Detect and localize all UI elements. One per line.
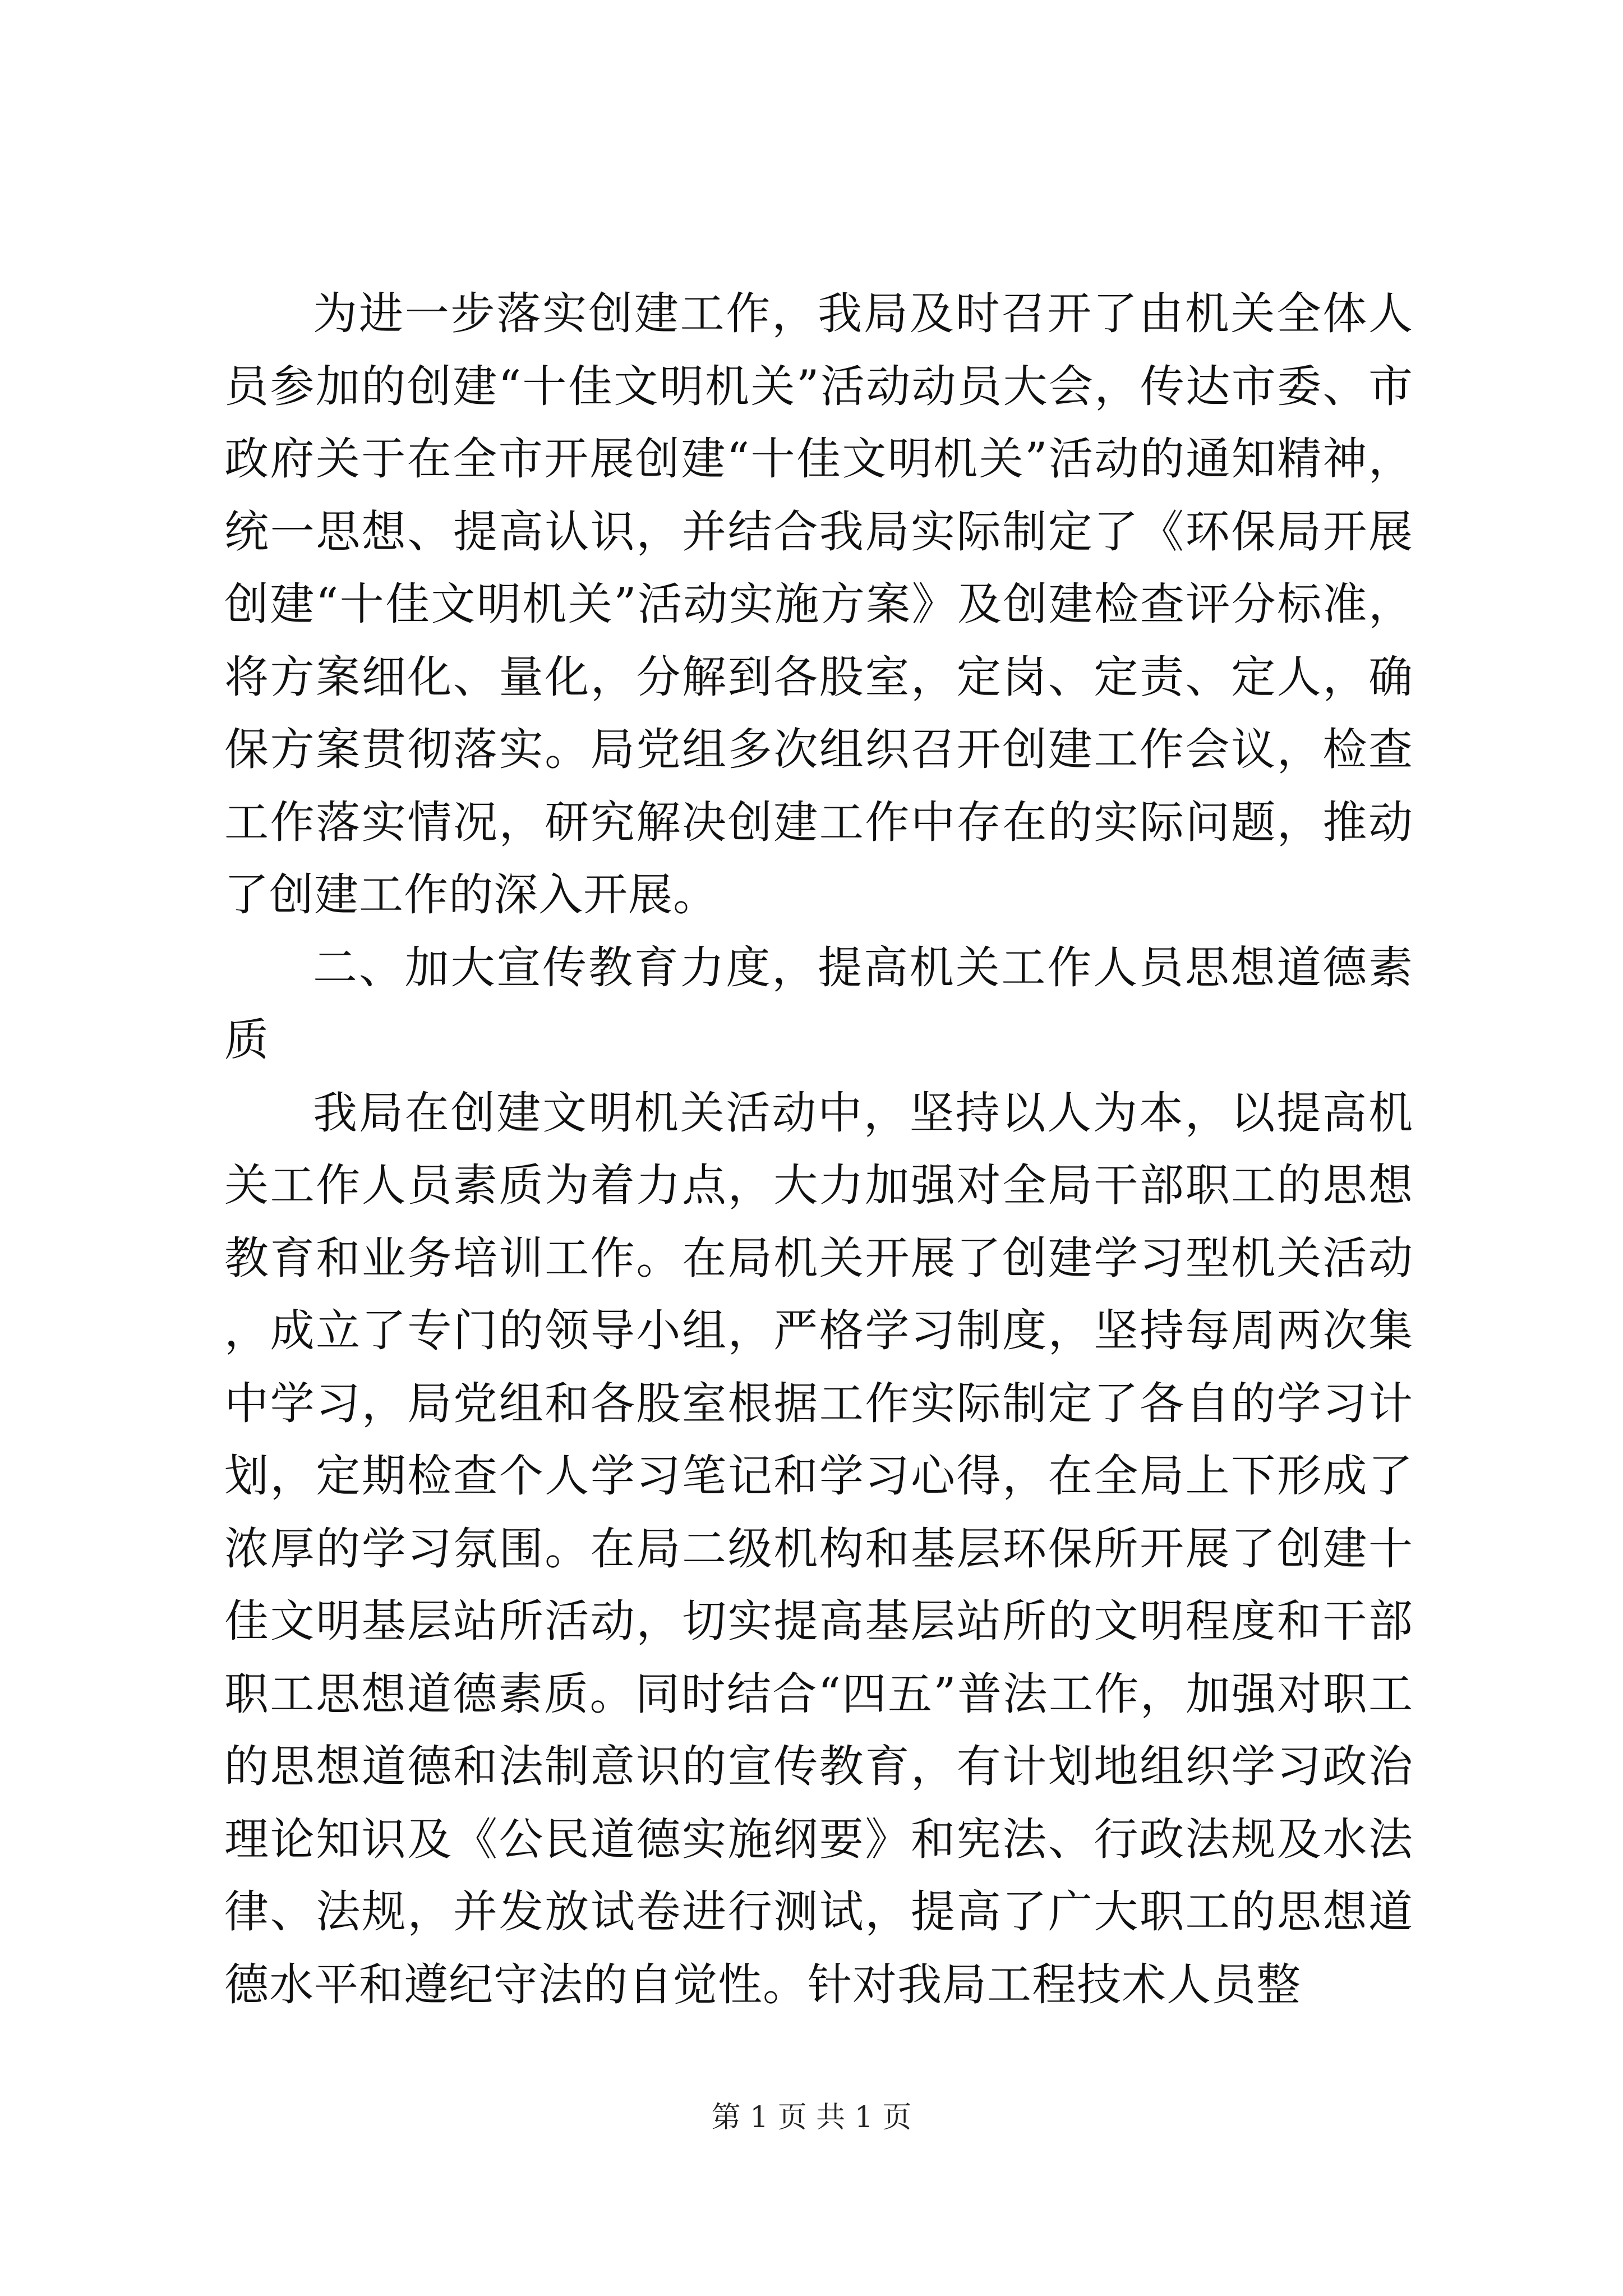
page-footer: 第 1 页 共 1 页 [711,2101,912,2134]
section-heading-2: 二、加大宣传教育力度，提高机关工作人员思想道德素质 [224,941,1413,1066]
document-body [224,278,1413,2021]
paragraph-1: 为进一步落实创建工作，我局及时召开了由机关全体人员参加的创建“十佳文明机关”活动动员大会，传达市委、市政府关于在全市开展创建“十佳文明机关”活动的通知精神，统一思想、提高认识，并结合我局实际制定了《环保局开展创建“十佳文明机关”活动实施方案》及创建检查评分标准，将方案细化、量化，分解到各股室，定岗、定责、定人，确保方案贯彻落实。局党组多次组织召开创建工作会议，检查工作落实情况，研究解决创建工作中存在的实际问题，推动了创建工作的深入开展。 [224,288,1413,921]
paragraph-2: 我局在创建文明机关活动中，坚持以人为本，以提高机关工作人员素质为着力点，大力加强对全局干部职工的思想教育和业务培训工作。在局机关开展了创建学习型机关活动，成立了专门的领导小组，严格学习制度，坚持每周两次集中学习，局党组和各股室根据工作实际制定了各自的学习计划，定期检查个人学习笔记和学习心得，在全局上下形成了浓厚的学习氛围。在局二级机构和基层环保所开展了创建十佳文明基层站所活动，切实提高基层站所的文明程度和干部职工思想道德素质。同时结合“四五”普法工作，加强对职工的思想道德和法制意识的宣传教育，有计划地组织学习政治理论知识及《公民道德实施纲要》和宪法、行政法规及水法律、法规，并发放试卷进行测试，提高了广大职工的思想道德水平和遵纪守法的自觉性。针对我局工程技术人员整 [224,1087,1413,2010]
